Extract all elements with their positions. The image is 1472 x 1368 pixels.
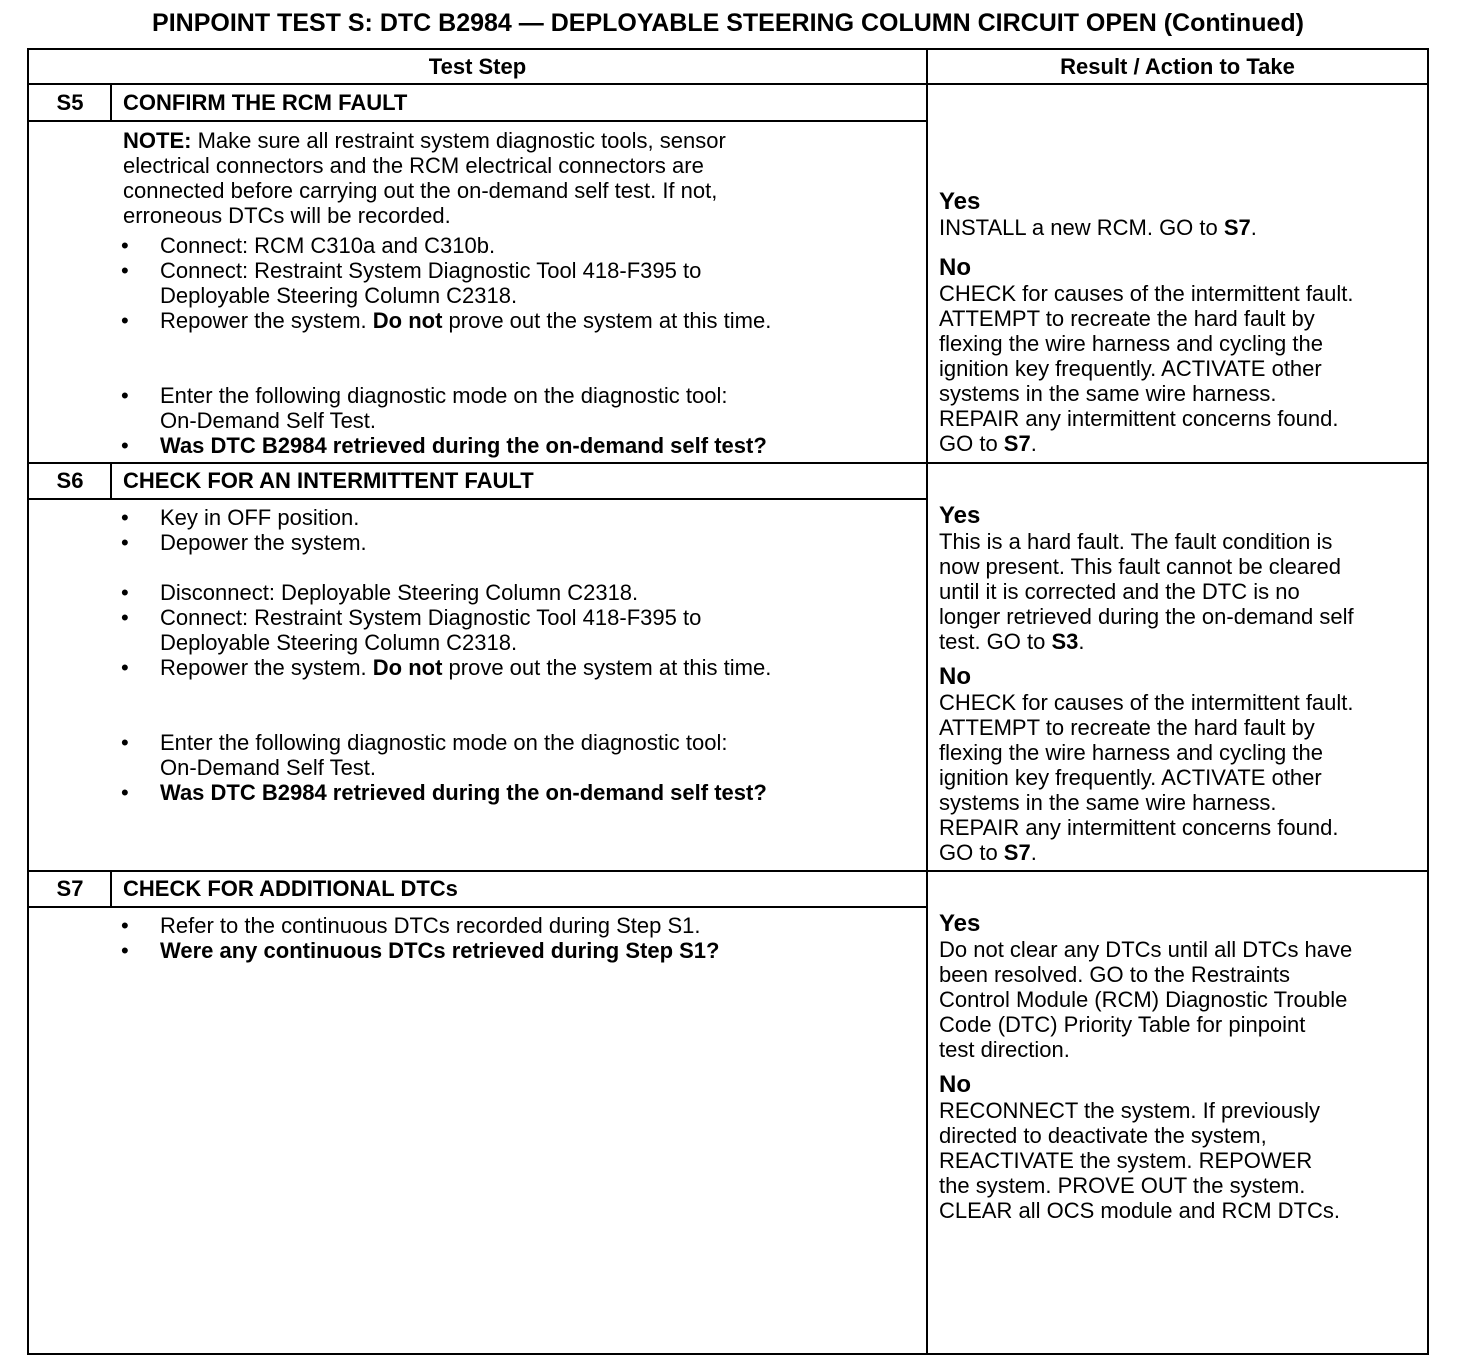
bullet-icon: • bbox=[121, 258, 129, 283]
action-text: been resolved. GO to the Restraints bbox=[939, 962, 1290, 987]
action-text: flexing the wire harness and cycling the bbox=[939, 740, 1323, 765]
bullet-icon: • bbox=[121, 913, 129, 938]
step-id: S5 bbox=[56, 90, 84, 115]
step-title: CONFIRM THE RCM FAULT bbox=[123, 90, 408, 115]
question-text: Were any continuous DTCs retrieved during Step S1? bbox=[160, 938, 720, 963]
action-text: now present. This fault cannot be cleared bbox=[939, 554, 1341, 579]
action-text: flexing the wire harness and cycling the bbox=[939, 331, 1323, 356]
action-text: ignition key frequently. ACTIVATE other bbox=[939, 356, 1322, 381]
action-text: CLEAR all OCS module and RCM DTCs. bbox=[939, 1198, 1341, 1223]
action-text: Do not clear any DTCs until all DTCs have bbox=[939, 937, 1353, 962]
bullet-text: Repower the system. bbox=[160, 308, 373, 333]
note-text: Make sure all restraint system diagnostic tools, sensor bbox=[191, 128, 726, 153]
action-text: test direction. bbox=[939, 1037, 1070, 1062]
note-text: connected before carrying out the on-demand self test. If not, bbox=[123, 178, 718, 203]
action-text: ATTEMPT to recreate the hard fault by bbox=[939, 715, 1315, 740]
action-text: ignition key frequently. ACTIVATE other bbox=[939, 765, 1322, 790]
action-text: systems in the same wire harness. bbox=[939, 790, 1277, 815]
action-text: Code (DTC) Priority Table for pinpoint bbox=[939, 1012, 1306, 1037]
action-text: This is a hard fault. The fault condition is bbox=[939, 529, 1333, 554]
bullet-text: Deployable Steering Column C2318. bbox=[160, 283, 518, 308]
bullet-text: Connect: Restraint System Diagnostic Tool 418-F395 to bbox=[160, 605, 702, 630]
bullet-icon: • bbox=[121, 580, 129, 605]
bullet-emphasis: Do not bbox=[372, 308, 443, 333]
step-id: S6 bbox=[56, 468, 84, 493]
goto-step: S7 bbox=[1003, 840, 1031, 865]
bullet-icon: • bbox=[121, 780, 129, 805]
result-yes bbox=[939, 911, 1352, 1062]
action-text: the system. PROVE OUT the system. bbox=[939, 1173, 1306, 1198]
bullet-text: Connect: RCM C310a and C310b. bbox=[160, 233, 496, 258]
action-text: REACTIVATE the system. REPOWER bbox=[939, 1148, 1313, 1173]
yes-label: Yes bbox=[939, 188, 981, 215]
action-text: ATTEMPT to recreate the hard fault by bbox=[939, 306, 1315, 331]
note bbox=[123, 128, 726, 228]
action-text: CHECK for causes of the intermittent fault. bbox=[939, 690, 1354, 715]
column-divider bbox=[926, 48, 928, 1355]
result-no: No CHECK for causes of the intermittent fault. ATTEMPT to recreate the hard fault by flexing the wire harness and cycling the ignition key frequently. ACTIVATE other systems in the same wire harness. REPAIR any intermittent concerns found. GO to S7. bbox=[939, 663, 1354, 865]
step-title: CHECK FOR ADDITIONAL DTCs bbox=[123, 876, 458, 901]
no-label: No bbox=[939, 254, 971, 281]
no-label: No bbox=[939, 663, 971, 690]
bullet-text: On-Demand Self Test. bbox=[160, 408, 377, 433]
action-text: longer retrieved during the on-demand self bbox=[939, 604, 1354, 629]
bullet-emphasis: Do not bbox=[372, 655, 443, 680]
action-text: CHECK for causes of the intermittent fault. bbox=[939, 281, 1354, 306]
header-test-step: Test Step bbox=[428, 54, 527, 79]
yes-label: Yes bbox=[939, 502, 981, 529]
action-text: Control Module (RCM) Diagnostic Trouble bbox=[939, 987, 1348, 1012]
bullet-icon: • bbox=[121, 605, 129, 630]
step-title: CHECK FOR AN INTERMITTENT FAULT bbox=[123, 468, 534, 493]
question-text: Was DTC B2984 retrieved during the on-demand self test? bbox=[160, 780, 767, 805]
bullet-text: On-Demand Self Test. bbox=[160, 755, 377, 780]
action-text: GO to bbox=[939, 431, 1004, 456]
result-no: No CHECK for causes of the intermittent fault. ATTEMPT to recreate the hard fault by flexing the wire harness and cycling the ignition key frequently. ACTIVATE other systems in the same wire harness. REPAIR any intermittent concerns found. GO to S7. bbox=[939, 254, 1354, 456]
yes-label: Yes bbox=[939, 910, 981, 937]
bullet-text: Key in OFF position. bbox=[160, 505, 360, 530]
action-text: GO to bbox=[939, 840, 1004, 865]
bullet-text: Disconnect: Deployable Steering Column C2318. bbox=[160, 580, 639, 605]
action-text: INSTALL a new RCM. GO to bbox=[939, 215, 1224, 240]
bullet-text: Depower the system. bbox=[160, 530, 367, 555]
result-no bbox=[939, 1072, 1340, 1223]
note-text: erroneous DTCs will be recorded. bbox=[123, 203, 451, 228]
action-text: REPAIR any intermittent concerns found. bbox=[939, 815, 1339, 840]
bullet-text: prove out the system at this time. bbox=[442, 308, 772, 333]
question-text: Was DTC B2984 retrieved during the on-demand self test? bbox=[160, 433, 767, 458]
bullet-icon: • bbox=[121, 505, 129, 530]
bullet-icon: • bbox=[121, 938, 129, 963]
action-text: systems in the same wire harness. bbox=[939, 381, 1277, 406]
bullet-icon: • bbox=[121, 655, 129, 680]
bullet-icon: • bbox=[121, 233, 129, 258]
bullet-text: Repower the system. bbox=[160, 655, 373, 680]
result-yes: Yes This is a hard fault. The fault condition is now present. This fault cannot be cleared until it is corrected and the DTC is no longer retrieved during the on-demand self test. GO to S3. bbox=[939, 502, 1354, 654]
bullet-text: Enter the following diagnostic mode on the diagnostic tool: bbox=[160, 730, 728, 755]
action-text: until it is corrected and the DTC is no bbox=[939, 579, 1300, 604]
step-id: S7 bbox=[56, 876, 84, 901]
bullet-text: prove out the system at this time. bbox=[442, 655, 772, 680]
bullet-text: Connect: Restraint System Diagnostic Tool 418-F395 to bbox=[160, 258, 702, 283]
action-text: REPAIR any intermittent concerns found. bbox=[939, 406, 1339, 431]
action-text: RECONNECT the system. If previously bbox=[939, 1098, 1321, 1123]
bullet-icon: • bbox=[121, 383, 129, 408]
action-text: directed to deactivate the system, bbox=[939, 1123, 1267, 1148]
no-label: No bbox=[939, 1071, 971, 1098]
bullet-text: Deployable Steering Column C2318. bbox=[160, 630, 518, 655]
page-title: PINPOINT TEST S: DTC B2984 — DEPLOYABLE STEERING COLUMN CIRCUIT OPEN (Continued) bbox=[152, 9, 1304, 37]
action-text: test. GO to bbox=[939, 629, 1052, 654]
bullet-icon: • bbox=[121, 308, 129, 333]
bullet-icon: • bbox=[121, 730, 129, 755]
bullet-text: Refer to the continuous DTCs recorded during Step S1. bbox=[160, 913, 701, 938]
note-text: electrical connectors and the RCM electrical connectors are bbox=[123, 153, 704, 178]
bullet-icon: • bbox=[121, 433, 129, 458]
note-label: NOTE: bbox=[123, 128, 192, 153]
bullet-icon: • bbox=[121, 530, 129, 555]
goto-step: S7 bbox=[1223, 215, 1251, 240]
goto-step: S3 bbox=[1051, 629, 1079, 654]
result-yes: Yes INSTALL a new RCM. GO to S7. bbox=[939, 188, 1257, 240]
goto-step: S7 bbox=[1003, 431, 1031, 456]
header-result: Result / Action to Take bbox=[1060, 54, 1295, 79]
bullet-text: Enter the following diagnostic mode on the diagnostic tool: bbox=[160, 383, 728, 408]
